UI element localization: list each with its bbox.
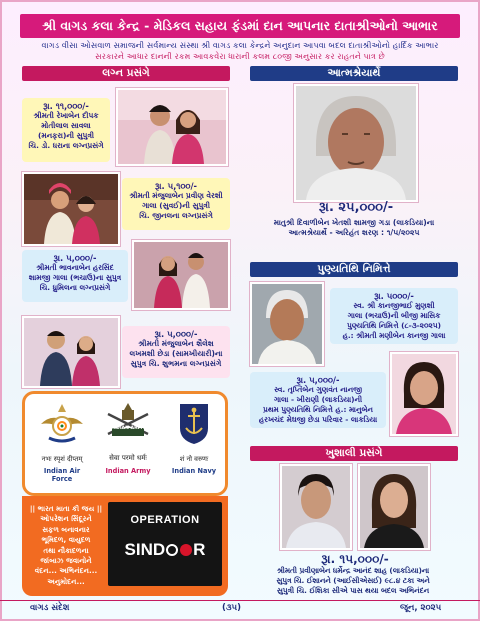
amount: રૂા. ૧૧,૦૦૦/- — [43, 101, 89, 111]
couple-photo-3-illustration — [134, 242, 228, 308]
text-line: આત્મશ્રેયાર્થે - અરિહંત શરણ : ૧/૫/૨૦૨૫ — [288, 228, 420, 237]
footer-date: જૂન, ૨૦૨૫ — [400, 603, 442, 613]
couple-photo-1 — [116, 88, 228, 166]
amount: રૂા. ૫૦૦૦/- — [374, 291, 414, 301]
title-banner: શ્રી વાગડ કલા કેન્દ્ર - મેડિકલ સહાય ફંડમાં દાન આપનાર દાતાશ્રીઓનો આભાર — [20, 14, 460, 38]
text-line: મોતીલાલ સાવલા — [41, 121, 91, 130]
atma-entry — [250, 218, 458, 238]
air-force-motto: नभः स्पृशं दीप्तम् — [41, 455, 83, 463]
amount: રૂા. ૫,૦૦૦/- — [53, 253, 97, 263]
footer-publication: વાગડ સંદેશ — [30, 603, 70, 613]
text-line: ગાલા (સુવઈ)ની સુપુત્રી — [142, 201, 210, 210]
lagna-entry-3 — [22, 250, 128, 302]
couple-photo-1-illustration — [118, 90, 226, 164]
text-line: સુપુત્ર ચિ. શુભમના લગ્નપ્રસંગે — [130, 359, 222, 368]
air-force-emblem-icon — [39, 400, 85, 446]
text-line: સ્વ. શ્રી કાનજીભાઈ મુણશી — [353, 301, 435, 310]
couple-photo-3 — [132, 240, 230, 310]
operation-name-part-1: SIND — [124, 540, 166, 559]
section-header-punyatithi: પુણ્યતિથિ નિમિત્તે — [250, 262, 458, 277]
operation-name-part-2: R — [193, 540, 206, 559]
operation-sindoor-poster — [108, 502, 222, 586]
army-emblem-icon — [102, 400, 154, 446]
text-line: તથા નૌકાદળના — [43, 545, 89, 555]
tribute-text — [24, 504, 108, 587]
army-block — [97, 400, 159, 488]
text-line: હરખચંદ મેઘજી છેડા પરિવાર - લાકડિયા — [258, 415, 378, 424]
couple-photo-2 — [22, 172, 120, 246]
air-force-block — [33, 400, 91, 488]
text-line: વંદન... અભિનંદન... — [34, 566, 98, 576]
text-line: (મનફરા)ની સુપુત્રી — [37, 131, 95, 140]
punyatithi-entry-1 — [330, 288, 458, 344]
boy-portrait — [282, 466, 350, 548]
army-badge-text: INDIAN ARMY — [110, 426, 146, 431]
khushali-amount: રૂા. ૧૫,૦૦૦/- — [321, 552, 389, 566]
footer-page-number: (૩૫) — [222, 603, 242, 613]
lagna-entry-4 — [122, 326, 230, 378]
section-header-atmashreyarthe: આત્મશ્રેયાર્થે — [250, 66, 458, 81]
girl-portrait — [360, 466, 428, 548]
amount: રૂા. ૫,૦૦૦/- — [154, 329, 198, 339]
text-line: માતુશ્રી દિવાળીબેન ખેતશી શામજી ગડા (લાકડિયા)ના — [273, 218, 435, 227]
text-line: || ભારત માતા કી જય || — [29, 504, 103, 513]
navy-name: Indian Navy — [171, 467, 217, 475]
text-line: હ.: શ્રીમતી મણીબેન કાનજી ગાલા — [342, 331, 446, 340]
sindoor-o-icon — [166, 544, 178, 556]
text-line: શ્રીમતી મંજુલાબેન પ્રવીણ વેરશી — [129, 191, 223, 200]
woman-portrait — [392, 354, 456, 434]
armed-forces-panel — [22, 391, 228, 496]
text-line: પુણ્યતિથિ નિમિત્તે (૮-૩-૨૦૨૫) — [347, 321, 441, 330]
subtitle-line-2: સરકારને આધાર દાનની રકમ આવકવેરા ધારાની કલમ ૮૦જી અનુસાર કર રાહતને પાત્ર છે — [95, 51, 385, 61]
text-line: સુપુત્રી ચિ. ઈશિકા સીએ પાસ થયા બદલ અભિનંદન — [276, 586, 430, 595]
elderly-woman-portrait — [296, 86, 416, 200]
navy-motto: शं नो वरुणः — [179, 455, 209, 463]
text-line: શ્રીમતી મંજુલાબેન શૈલેશ — [138, 339, 214, 348]
couple-photo-4-illustration — [24, 318, 118, 386]
text-line: અનુમોદન... — [47, 576, 85, 586]
navy-emblem-icon — [172, 400, 216, 446]
text-line: ચિ. ડો. ધરાના લગ્નપ્રસંગે — [28, 141, 104, 150]
lagna-entry-1 — [22, 98, 110, 162]
air-force-name: Indian Air Force — [43, 467, 81, 483]
boy-photo — [280, 464, 352, 550]
lagna-entry-2 — [122, 178, 230, 230]
text-line: શ્રીમતી રેખાબેન દીપક — [33, 111, 99, 120]
elderly-man-portrait — [252, 284, 322, 364]
couple-photo-2-illustration — [24, 174, 118, 244]
navy-block — [165, 400, 223, 488]
text-line: જાંબાઝ જવાનોને — [40, 556, 92, 566]
woman-photo — [390, 352, 458, 436]
text-line: ઓપરેશન સિંદૂરને — [40, 514, 92, 524]
text-line: લખમશી છેડા (સામખીયારી)ના — [129, 349, 223, 358]
army-motto: सेवा परमो धर्मः — [109, 454, 147, 462]
khushali-entry — [240, 566, 466, 596]
army-name: Indian Army — [105, 467, 151, 475]
text-line: સ્વ. તૃપ્તિબેન ગુણવંત નાનજી — [274, 385, 362, 394]
text-line: શામજી ગાલા (ભચાઉ)ના સુપુત્ર — [28, 273, 122, 282]
text-line: ગાલા - ખીરાણી (લાકડિયા)ની — [273, 395, 363, 404]
text-line: સફળ બનાવનાર — [42, 524, 90, 534]
atma-amount: રૂા. ૨૫,૦૦૦/- — [318, 200, 394, 215]
section-header-lagna: લગ્ન પ્રસંગે — [22, 66, 230, 81]
amount: રૂા. ૫,૦૦૦/- — [296, 375, 340, 385]
punyatithi-entry-2 — [250, 372, 386, 428]
text-line: ચિ. જીનલના લગ્નપ્રસંગે — [139, 211, 213, 220]
section-header-khushali: ખુશાલી પ્રસંગે — [250, 446, 458, 461]
subtitle-line-1: વાગડ વીસા ઓસવાળ સમાજની સર્વમાન્ય સંસ્થા શ્રી વાગડ કલા કેન્દ્રને અનુદાન આપવા બદલ દાતાશ્રીઓનો હાર્દિક આભાર — [41, 40, 439, 50]
operation-label: OPERATION — [130, 514, 200, 526]
text-line: ભૂમિદળ, વાયુદળ — [41, 535, 91, 545]
elderly-man-photo — [250, 282, 324, 366]
text-line: ગાલા (ભચાઉ)ની બીજી માસિક — [347, 311, 441, 320]
text-line: ચિ. ધ્રુમિલના લગ્નપ્રસંગે — [39, 283, 111, 292]
girl-photo — [358, 464, 430, 550]
text-line: શ્રીમતી પ્રવીણાબેન ધર્મેન્દ્ર આનંદ શાહ (લાકડિયા)ના — [276, 566, 430, 575]
amount: રૂા. ૫,૧૦૦/- — [154, 181, 197, 191]
operation-name — [108, 540, 222, 560]
elderly-woman-photo — [294, 84, 418, 202]
text-line: શ્રીમતી ભાવનાબેન હરસિંદ — [36, 263, 114, 272]
text-line: પ્રથમ પુણ્યતિથિ નિમિત્તે હ.: માનુબેન — [263, 405, 373, 414]
sindoor-red-dot-icon — [180, 544, 192, 556]
text-line: સુપુત્ર ચિ. ઈશાનને (આઈસીએસઈ) ૯૮.૪ ટકા અને — [276, 576, 430, 585]
couple-photo-4 — [22, 316, 120, 388]
